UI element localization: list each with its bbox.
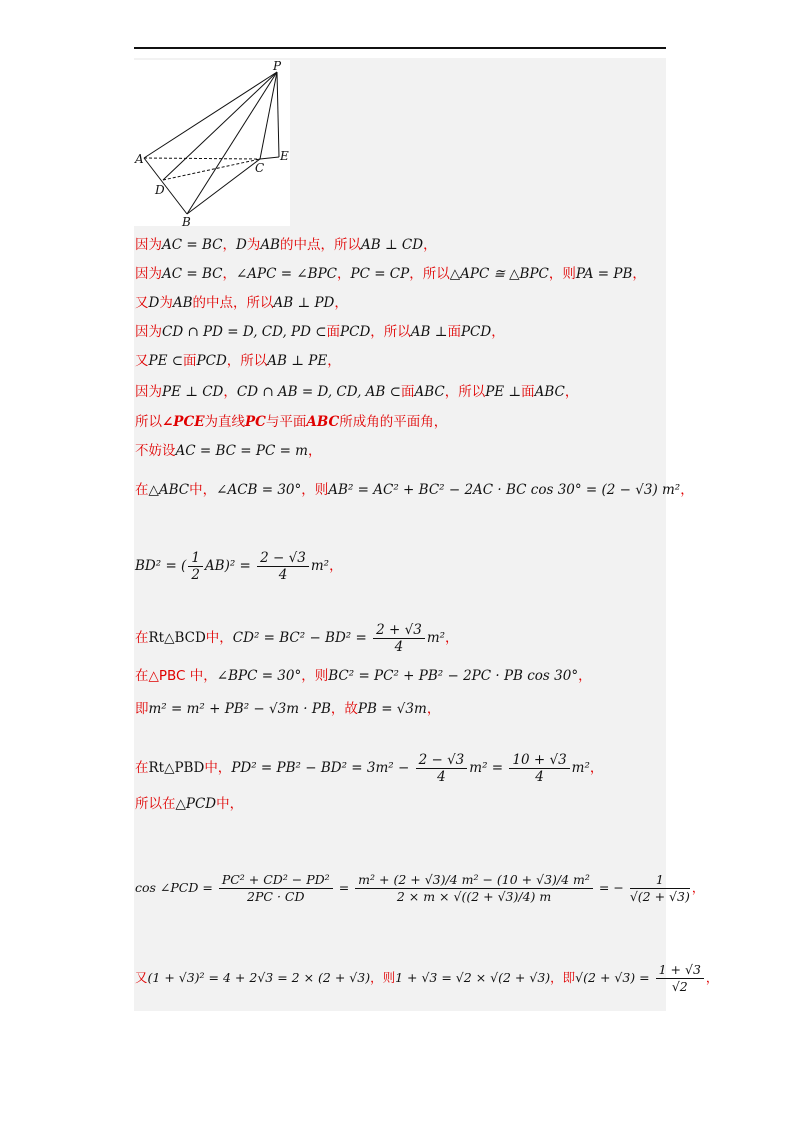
- edge-PE: [277, 72, 279, 157]
- math-segment: PE ⊂: [148, 353, 184, 369]
- text-segment: ，: [680, 482, 694, 498]
- proof-line-17: [135, 962, 718, 995]
- math-segment: D: [235, 237, 247, 253]
- proof-line-6: [135, 383, 578, 401]
- vertex-A: A: [135, 152, 144, 166]
- math-segment: PB = √3m: [357, 701, 427, 717]
- math-segment: m² = m² + PB² − √3m · PB: [148, 701, 331, 717]
- text-segment: 中，: [216, 796, 244, 812]
- text-segment: 面: [400, 384, 415, 400]
- math-segment: PE ⊥ CD: [162, 384, 224, 400]
- math-segment: PCD: [340, 324, 371, 340]
- text-segment: ，所以: [226, 353, 268, 369]
- proof-line-7: [135, 413, 447, 431]
- proof-line-4: [135, 323, 505, 341]
- text-segment: 为: [159, 295, 173, 311]
- text-segment: 面: [326, 324, 341, 340]
- proof-line-1: [135, 236, 437, 254]
- fraction-denominator: √(2 + √3): [629, 889, 690, 904]
- proof-line-5: [135, 352, 341, 370]
- math-segment: m² =: [469, 760, 504, 776]
- math-segment: AB ⊥: [410, 324, 448, 340]
- text-segment: ，: [327, 353, 341, 369]
- text-segment: 与平面: [265, 414, 307, 430]
- text-segment: ，: [632, 266, 646, 282]
- math-segment: CD ∩ PD = D, CD, PD ⊂: [162, 324, 327, 340]
- math-segment: PC: [245, 414, 266, 430]
- text-segment: ，: [691, 880, 705, 895]
- fraction: [630, 872, 690, 905]
- math-segment: CD² = BC² − BD² =: [232, 630, 367, 646]
- math-segment: √(2 + √3) =: [575, 970, 650, 985]
- text-segment: 又: [135, 295, 149, 311]
- math-segment: CD ∩ AB = D, CD, AB ⊂: [236, 384, 401, 400]
- text-segment: 为: [246, 237, 261, 253]
- math-segment: D: [148, 295, 160, 311]
- fraction-denominator: 4: [278, 567, 288, 583]
- math-segment: △PCD: [175, 796, 217, 812]
- text-segment: ，: [564, 384, 579, 400]
- text-segment: ，: [222, 237, 236, 253]
- math-segment: =: [338, 880, 350, 895]
- text-segment: 中，: [204, 760, 232, 776]
- fraction: [257, 550, 309, 583]
- proof-line-14: [135, 752, 603, 785]
- proof-line-10: [135, 550, 343, 583]
- proof-line-13: [135, 700, 440, 718]
- text-segment: 面: [183, 353, 197, 369]
- math-segment: AB: [260, 237, 280, 253]
- fraction-denominator: 4: [535, 769, 544, 785]
- text-segment: 因为: [135, 266, 162, 282]
- math-segment: △APC ≅ △BPC: [449, 266, 549, 282]
- math-segment: ∠PCE: [162, 414, 205, 430]
- edge-PA: [144, 72, 277, 158]
- fraction: [656, 962, 704, 995]
- math-segment: ABC: [306, 414, 340, 430]
- text-segment: ，所以: [409, 266, 450, 282]
- text-segment: ，: [491, 324, 505, 340]
- math-segment: PA = PB: [575, 266, 633, 282]
- fraction-numerator: 2 + √3: [373, 622, 425, 639]
- text-segment: 在: [135, 760, 149, 776]
- math-segment: cos ∠PCD =: [135, 880, 213, 895]
- proof-line-2: [135, 265, 646, 283]
- math-segment: (1 + √3)² = 4 + 2√3 = 2 × (2 + √3): [147, 970, 371, 985]
- fraction-denominator: 2PC · CD: [247, 889, 305, 904]
- math-segment: ABC: [534, 384, 565, 400]
- fraction-denominator: 2: [191, 567, 200, 583]
- math-segment: △ABC: [148, 482, 190, 498]
- math-segment: AC = BC = PC = m: [175, 443, 308, 459]
- proof-line-16: [135, 872, 704, 905]
- math-segment: BC² = PC² + PB² − 2PC · PB cos 30°: [328, 668, 579, 684]
- fraction-numerator: 1: [188, 550, 203, 567]
- math-segment: m²: [426, 630, 446, 646]
- math-segment: AC = BC: [162, 266, 223, 282]
- text-segment: 在: [135, 482, 149, 498]
- text-segment: ，则: [548, 266, 576, 282]
- vertex-D: D: [155, 183, 165, 197]
- fraction-denominator: 4: [437, 769, 446, 785]
- math-segment: PD² = PB² − BD² = 3m² −: [231, 760, 410, 776]
- text-segment: 在: [135, 630, 149, 646]
- text-segment: 的中点，所以: [192, 295, 274, 311]
- text-segment: ，: [223, 384, 237, 400]
- text-segment: 所成角的平面角，: [339, 414, 448, 430]
- math-segment: ∠ACB = 30°: [216, 482, 302, 498]
- math-segment: Rt△PBD: [148, 760, 205, 776]
- math-segment: PCD: [460, 324, 492, 340]
- fraction-numerator: 1: [630, 872, 690, 889]
- text-segment: 面: [447, 324, 461, 340]
- fraction: [509, 752, 569, 785]
- math-segment: m²: [571, 760, 590, 776]
- text-segment: 所以在: [135, 796, 176, 812]
- top-rule: [134, 47, 666, 49]
- fraction-denominator: √2: [671, 979, 688, 994]
- vertex-B: B: [182, 215, 191, 226]
- text-segment: ，: [337, 266, 351, 282]
- geometry-figure: [134, 60, 290, 226]
- edge-AC: [144, 158, 260, 159]
- pyramid-diagram: [134, 60, 290, 226]
- math-segment: BD² = (: [135, 558, 187, 574]
- math-segment: PC = CP: [350, 266, 410, 282]
- vertex-C: C: [255, 161, 265, 175]
- math-segment: ∠BPC = 30°: [216, 668, 302, 684]
- text-segment: 即: [135, 701, 149, 717]
- math-segment: PCD: [196, 353, 227, 369]
- text-segment: 又: [135, 353, 149, 369]
- text-segment: 因为: [135, 237, 162, 253]
- text-segment: ，: [329, 558, 343, 574]
- text-segment: ，所以: [370, 324, 411, 340]
- proof-line-9: [135, 481, 694, 499]
- fraction-numerator: 2 − √3: [416, 752, 468, 769]
- math-segment: ∠APC = ∠BPC: [235, 266, 337, 282]
- text-segment: 的中点，所以: [279, 237, 361, 253]
- text-segment: ，: [222, 266, 236, 282]
- text-segment: 不妨设: [135, 443, 176, 459]
- proof-line-11: [135, 622, 459, 655]
- proof-line-15: [135, 795, 243, 813]
- proof-line-3: [135, 294, 348, 312]
- text-segment: 又: [135, 970, 148, 985]
- text-segment: 所以: [135, 414, 162, 430]
- text-segment: 中，: [189, 482, 217, 498]
- text-segment: ，: [705, 970, 719, 985]
- text-segment: ，: [589, 760, 604, 776]
- math-segment: AB: [172, 295, 193, 311]
- math-segment: = −: [598, 880, 624, 895]
- fraction-numerator: m² + (2 + √3)/4 m² − (10 + √3)/4 m²: [355, 872, 593, 889]
- math-segment: PE ⊥: [485, 384, 522, 400]
- math-segment: AB ⊥ PE: [267, 353, 328, 369]
- text-segment: ，则: [301, 668, 329, 684]
- math-segment: ABC: [414, 384, 445, 400]
- edge-CE: [260, 157, 279, 159]
- fraction: [373, 622, 425, 655]
- vertex-P: P: [273, 60, 282, 73]
- text-segment: ，即: [550, 970, 576, 985]
- math-segment: AB)² =: [204, 558, 251, 574]
- text-segment: ，则: [370, 970, 396, 985]
- edge-AB: [144, 158, 187, 214]
- math-segment: AB ⊥ CD: [360, 237, 424, 253]
- proof-line-12: [135, 667, 592, 685]
- fraction-denominator: 4: [394, 639, 404, 655]
- fraction-numerator: 10 + √3: [509, 752, 569, 769]
- text-segment: ，则: [301, 482, 329, 498]
- text-segment: 面: [521, 384, 535, 400]
- fraction: [219, 872, 333, 905]
- fraction: [188, 550, 203, 583]
- text-segment: ，: [307, 443, 322, 459]
- fraction: [416, 752, 468, 785]
- proof-line-8: [135, 442, 321, 460]
- math-segment: m²: [310, 558, 330, 574]
- text-segment: ，: [423, 237, 437, 253]
- fraction-numerator: 2 − √3: [257, 550, 309, 567]
- fraction-numerator: 1 + √3: [656, 962, 704, 979]
- math-segment: 1 + √3 = √2 × √(2 + √3): [395, 970, 551, 985]
- text-segment: 为直线: [204, 414, 245, 430]
- text-segment: 因为: [135, 324, 162, 340]
- text-segment: ，: [334, 295, 348, 311]
- text-segment: ，所以: [444, 384, 486, 400]
- text-segment: 因为: [135, 384, 162, 400]
- math-segment: AB ⊥ PD: [273, 295, 335, 311]
- fraction-denominator: 2 × m × √((2 + √3)/4) m: [396, 889, 552, 904]
- fraction-numerator: PC² + CD² − PD²: [219, 872, 333, 889]
- text-segment: ，故: [330, 701, 358, 717]
- math-segment: AB² = AC² + BC² − 2AC · BC cos 30° = (2 − √3) m²: [328, 482, 681, 498]
- text-segment: ，: [426, 701, 441, 717]
- text-segment: 在△PBC 中，: [135, 668, 217, 684]
- text-segment: ，: [578, 668, 592, 684]
- fraction: [355, 872, 593, 905]
- vertex-E: E: [280, 149, 289, 163]
- math-segment: AC = BC: [162, 237, 223, 253]
- math-segment: Rt△BCD: [148, 630, 206, 646]
- text-segment: 中，: [205, 630, 233, 646]
- text-segment: ，: [445, 630, 459, 646]
